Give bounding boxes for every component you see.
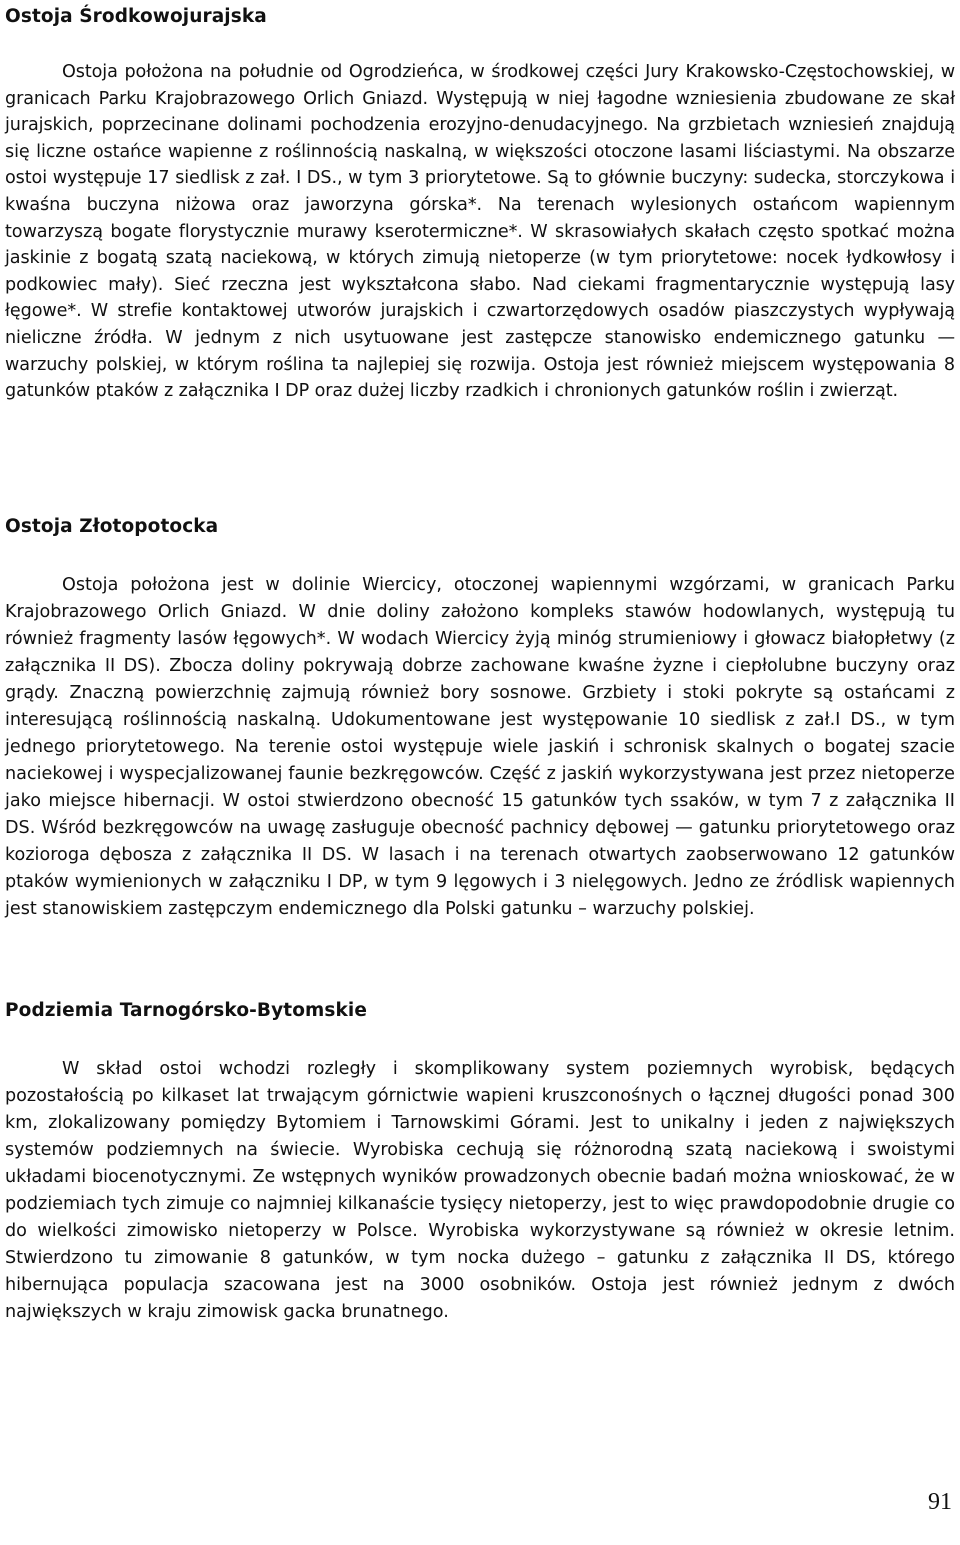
section-paragraph: Ostoja położona na południe od Ogrodzieńca, w środkowej części Jury Krakowsko-Częstochowskiej, w granicach Parku Krajobrazowego Orlich Gniazd. Występują w niej łagodne wzniesienia zbudowane ze skał jurajskich, poprzecinane dolinami pochodzenia erozyjno-denudacyjnego. Na grzbietach wzniesień znajdują się liczne ostańce wapienne z roślinnością naskalną, w większości otoczone lasami liściastymi. Na obszarze ostoi występuje 17 siedlisk z zał. I DS., w tym 3 priorytetowe. Są to głównie buczyny: sudecka, storczykowa i kwaśna buczyna niżowa oraz jaworzyna górska*. Na terenach wylesionych ostańcom wapiennym towarzyszą bogate florystycznie murawy kserotermiczne*. W skrasowiałych skałach często spotkać można jaskinie z bogatą szatą naciekową, w których zimują nietoperze (w tym priorytetowe: nocek łydkowłosy i podkowiec mały). Sieć rzeczna jest wykształcona słabo. Nad ciekami fragmentarycznie występują lasy łęgowe*. W strefie kontaktowej utworów jurajskich i czwartorzędowych osadów piaszczystych wypływają nieliczne źródła. W jednym z nich usytuowane jest zastępcze stanowisko endemicznego gatunku — warzuchy polskiej, w którym roślina ta najlepiej się rozwija. Ostoja jest również miejscem występowania 8 gatunków ptaków z załącznika I DP oraz dużej liczby rzadkich i chronionych gatunków roślin i zwierząt. [5,62,955,402]
section-heading: Ostoja Środkowojurajska [5,6,267,27]
section-srodkowojurajska [5,4,955,405]
page-number: 91 [928,1489,952,1515]
section-heading: Ostoja Złotopotocka [5,516,219,537]
section-zlotopotocka [5,514,955,923]
section-heading: Podziemia Tarnogórsko-Bytomskie [5,1000,368,1021]
section-paragraph: Ostoja położona jest w dolinie Wiercicy, otoczonej wapiennymi wzgórzami, w granicach Parku Krajobrazowego Orlich Gniazd. W dnie doliny założono kompleks stawów hodowlanych, występują tu również fragmenty lasów łęgowych*. W wodach Wiercicy żyją minóg strumieniowy i głowacz białopłetwy (z załącznika II DS). Zbocza doliny pokrywają dobrze zachowane kwaśne żyzne i ciepłolubne buczyny oraz grądy. Znaczną powierzchnię zajmują również bory sosnowe. Grzbiety i stoki pokryte są ostańcami z interesującą roślinnością naskalną. Udokumentowane jest występowanie 10 siedlisk z zał.I DS., w tym jednego priorytetowego. Na terenie ostoi występuje wiele jaskiń i schronisk skalnych o bogatej szacie naciekowej i wyspecjalizowanej faunie bezkręgowców. Część z jaskiń wykorzystywana jest przez nietoperze jako miejsce hibernacji. W ostoi stwierdzono obecność 15 gatunków tych ssaków, w tym 7 z załącznika II DS. Wśród bezkręgowców na uwagę zasługuje obecność pachnicy dębowej — gatunku priorytetowego oraz kozioroga dębosza z załącznika II DS. W lasach i na terenach otwartych zaobserwowano 12 gatunków ptaków wymienionych w załączniku I DP, w tym 9 lęgowych i 3 nielęgowych. Jedno ze źródlisk wapiennych jest stanowiskiem zastępczym endemicznego dla Polski gatunku – warzuchy polskiej. [5,575,955,919]
section-paragraph: W skład ostoi wchodzi rozległy i skomplikowany system poziemnych wyrobisk, będących pozostałością po kilkaset lat trwającym górnictwie wapieni kruszconośnych o łącznej długości ponad 300 km, zlokalizowany pomiędzy Bytomiem i Tarnowskimi Górami. Jest to unikalny i jeden z największych systemów podziemnych na świecie. Wyrobiska cechują się różnorodną szatą naciekową i swoistymi układami biocenotycznymi. Ze wstępnych wyników prowadzonych obecnie badań można wnioskować, że w podziemiach tych zimuje co najmniej kilkanaście tysięcy nietoperzy, jest to więc prawdopodobnie drugie co do wielkości zimowisko nietoperzy w Polsce. Wyrobiska wykorzystywane są również w okresie letnim. Stwierdzono tu zimowanie 8 gatunków, w tym nocka dużego – gatunku z załącznika II DS, którego hibernująca populacja szacowana jest na 3000 osobników. Ostoja jest również jednym z dwóch największych w kraju zimowisk gacka brunatnego. [5,1059,955,1322]
section-tarnogorsko-bytomskie [5,998,955,1326]
